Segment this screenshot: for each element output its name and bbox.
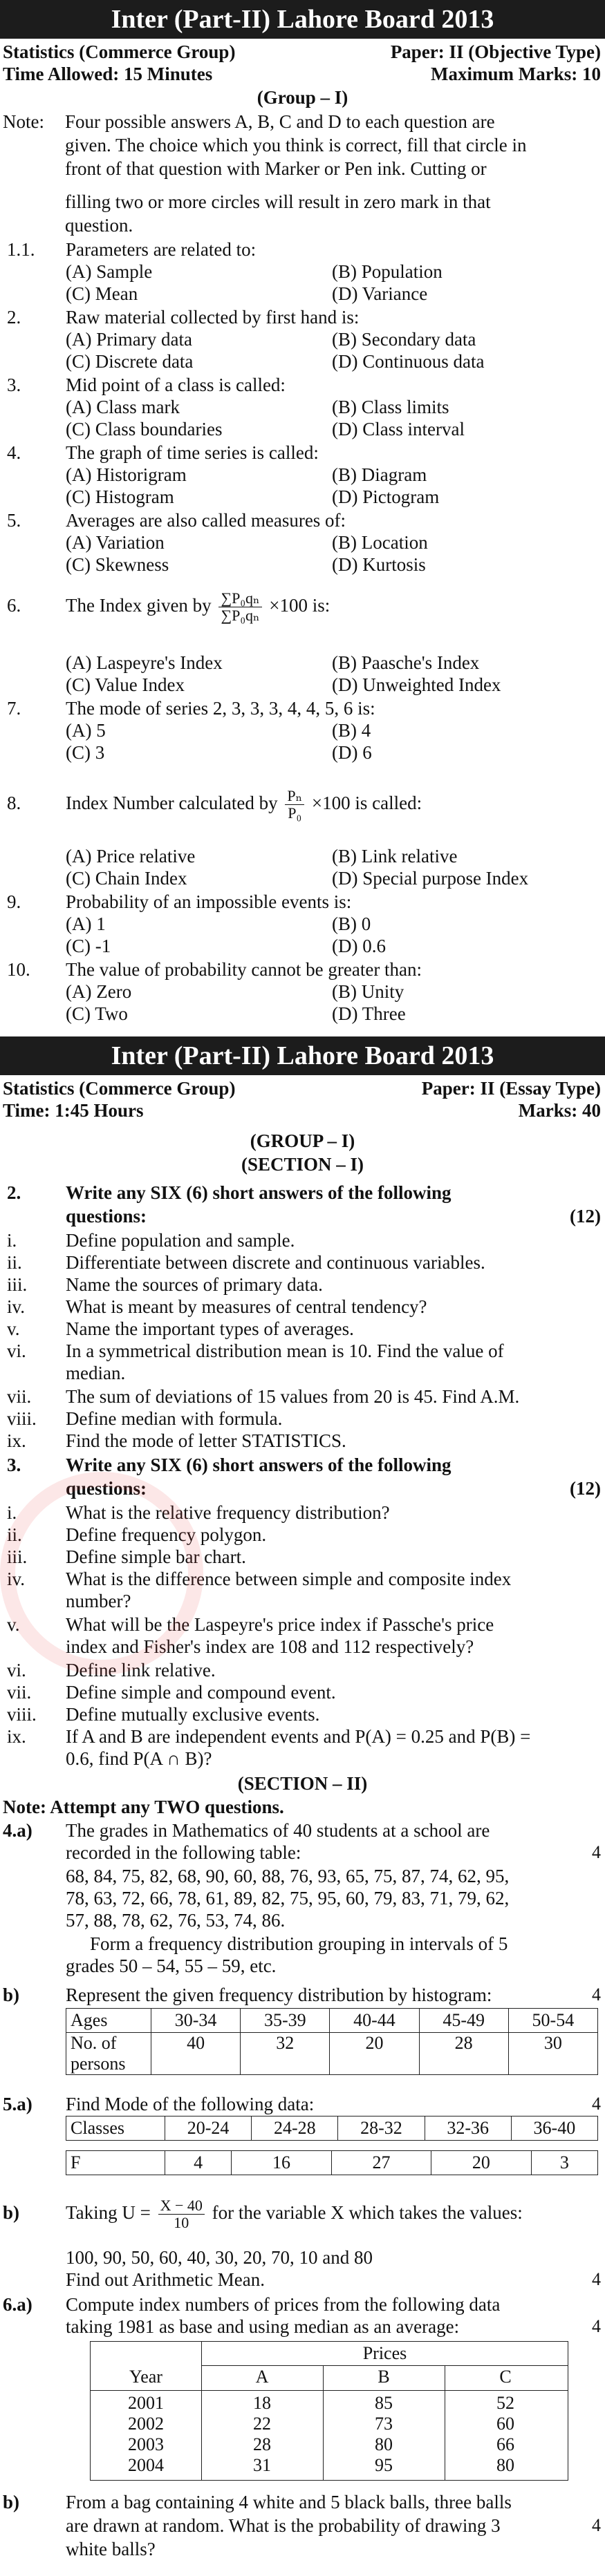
cell-line: persons xyxy=(71,2054,126,2074)
option-a: (A) Zero xyxy=(66,981,132,1002)
table-cell: 2004 xyxy=(128,2455,164,2475)
question-text-pre: Taking U = xyxy=(66,2202,151,2223)
table-cell: 40 xyxy=(151,2033,241,2075)
item-number: vii. xyxy=(7,1682,32,1703)
question-text: Compute index numbers of prices from the following data xyxy=(66,2294,501,2315)
question-number: 5.a) xyxy=(3,2094,32,2114)
table-row xyxy=(91,2434,568,2455)
item-number: v. xyxy=(7,1614,20,1635)
item-text: Define link relative. xyxy=(66,1660,216,1680)
question-number: 3. xyxy=(7,375,21,395)
table-cell: 32-36 xyxy=(425,2116,511,2141)
table-cell: 30-34 xyxy=(151,2009,241,2033)
table-cell: 27 xyxy=(331,2151,431,2175)
table-cell: 18 xyxy=(253,2393,271,2413)
option-b: (B) Secondary data xyxy=(332,329,476,350)
question-text xyxy=(66,781,422,825)
prices-header: Prices xyxy=(201,2342,568,2366)
group-label: (Group – I) xyxy=(257,87,348,108)
table-cell: 24-28 xyxy=(252,2116,338,2141)
mcq-question xyxy=(0,781,605,825)
option-d: (D) Special purpose Index xyxy=(332,868,529,889)
option-c: (C) Mean xyxy=(66,283,138,304)
item-text: What is the relative frequency distribution? xyxy=(66,1502,390,1523)
paper-type: Paper: II (Essay Type) xyxy=(421,1078,601,1099)
question-number: 5. xyxy=(7,510,21,531)
item-number: vii. xyxy=(7,1386,32,1407)
item-text: Define median with formula. xyxy=(66,1408,283,1429)
question-text: Mid point of a class is called: xyxy=(66,375,286,395)
classes-table xyxy=(66,2116,598,2141)
option-c: (C) Skewness xyxy=(66,554,169,575)
item-text: If A and B are independent events and P(A) = 0.25 and P(B) = xyxy=(66,1726,531,1747)
table-cell: 20-24 xyxy=(165,2116,252,2141)
fraction xyxy=(158,2197,205,2231)
item-number: v. xyxy=(7,1318,20,1339)
option-d: (D) 6 xyxy=(332,742,372,763)
table-row xyxy=(66,2116,598,2141)
option-a: (A) Class mark xyxy=(66,397,180,417)
option-d: (D) 0.6 xyxy=(332,936,386,956)
item-number: iv. xyxy=(7,1296,25,1317)
table-cell: 2002 xyxy=(128,2414,164,2434)
option-c: (C) Chain Index xyxy=(66,868,187,889)
option-a: (A) 5 xyxy=(66,720,106,741)
table-row xyxy=(66,2009,598,2033)
table-cell: 36-40 xyxy=(511,2116,597,2141)
item-number: iv. xyxy=(7,1569,25,1589)
item-text: number? xyxy=(66,1591,131,1611)
table-cell xyxy=(66,2033,151,2075)
question-text: Probability of an impossible events is: xyxy=(66,891,352,912)
option-c: (C) Discrete data xyxy=(66,351,194,372)
table-cell: 20 xyxy=(330,2033,419,2075)
item-number: viii. xyxy=(7,1704,37,1725)
question-text-post: ×100 is called: xyxy=(311,793,422,813)
question-text: white balls? xyxy=(66,2539,156,2559)
table-cell: 40-44 xyxy=(330,2009,419,2033)
watermark-logo xyxy=(0,1472,203,1675)
question-number: 8. xyxy=(7,793,21,813)
question-text-post: for the variable X which takes the values: xyxy=(212,2202,523,2223)
table-row xyxy=(91,2414,568,2434)
frequency-table xyxy=(66,2150,598,2175)
item-number: iii. xyxy=(7,1546,28,1567)
table-cell: 20 xyxy=(431,2151,531,2175)
item-text: index and Fisher's index are 108 and 112 respectively? xyxy=(66,1636,474,1657)
question-number: 10. xyxy=(7,959,30,980)
question-number: b) xyxy=(3,2492,20,2512)
question-text: Parameters are related to: xyxy=(66,239,257,260)
note-line: question. xyxy=(65,215,133,236)
column-header: C xyxy=(499,2367,512,2387)
item-number: vi. xyxy=(7,1660,26,1680)
question-heading: Write any SIX (6) short answers of the following xyxy=(66,1182,452,1203)
question-text-pre: The Index given by xyxy=(66,595,212,616)
fraction-numerator: ∑P₀qₙ xyxy=(218,590,261,607)
question-number: 1.1. xyxy=(7,239,35,260)
item-text: Find the mode of letter STATISTICS. xyxy=(66,1430,346,1451)
time-allowed: Time Allowed: 15 Minutes xyxy=(3,64,213,84)
subject: Statistics (Commerce Group) xyxy=(3,1078,236,1099)
table-cell: Ages xyxy=(66,2009,151,2033)
option-b: (B) Diagram xyxy=(332,464,427,485)
item-text: What is meant by measures of central tendency? xyxy=(66,1296,427,1317)
item-text: Differentiate between discrete and continuous variables. xyxy=(66,1252,485,1273)
item-text: Define mutually exclusive events. xyxy=(66,1704,320,1725)
question-marks: 4 xyxy=(592,1842,601,1862)
table-cell: 2001 xyxy=(128,2393,164,2413)
question-text: Raw material collected by first hand is: xyxy=(66,307,360,328)
question-text: grades 50 – 54, 55 – 59, etc. xyxy=(66,1955,277,1976)
table-row xyxy=(66,2033,598,2075)
note-label: Note: xyxy=(3,111,44,132)
question-heading: questions: xyxy=(66,1206,147,1227)
question-text: The graph of time series is called: xyxy=(66,442,319,463)
table-cell: 95 xyxy=(375,2455,393,2475)
fraction-denominator: P₀ xyxy=(288,804,302,822)
question-number: 4.a) xyxy=(3,1820,32,1841)
question-number: 7. xyxy=(7,698,21,719)
question-number: b) xyxy=(3,2202,20,2223)
item-number: i. xyxy=(7,1230,17,1251)
table-cell: 4 xyxy=(165,2151,232,2175)
option-d: (D) Pictogram xyxy=(332,486,440,507)
question-number: 6.a) xyxy=(3,2294,32,2315)
question-text: 68, 84, 75, 82, 68, 90, 60, 88, 76, 93, 65, 75, 87, 74, 62, 95, xyxy=(66,1866,510,1886)
option-d: (D) Variance xyxy=(332,283,428,304)
table-cell: 28 xyxy=(253,2434,271,2454)
table-cell: 50-54 xyxy=(508,2009,597,2033)
question-text: The mode of series 2, 3, 3, 3, 4, 4, 5, 6 is: xyxy=(66,698,375,719)
year-header: Year xyxy=(129,2367,162,2387)
item-text: Define frequency polygon. xyxy=(66,1524,267,1545)
question-text: The grades in Mathematics of 40 students at a school are xyxy=(66,1820,490,1841)
question-marks: 4 xyxy=(592,2269,601,2289)
question-text: The value of probability cannot be greater than: xyxy=(66,959,422,980)
row-divider xyxy=(91,2390,568,2391)
option-b: (B) Unity xyxy=(332,981,404,1002)
question-text: Averages are also called measures of: xyxy=(66,510,346,531)
item-number: ii. xyxy=(7,1524,22,1545)
option-a: (A) Variation xyxy=(66,532,165,553)
item-number: i. xyxy=(7,1502,17,1523)
item-text: Name the sources of primary data. xyxy=(66,1274,323,1295)
question-text xyxy=(66,2190,523,2235)
table-cell: Classes xyxy=(66,2116,165,2141)
question-text: Find Mode of the following data: xyxy=(66,2094,315,2114)
question-text: 100, 90, 50, 60, 40, 30, 20, 70, 10 and 80 xyxy=(66,2247,373,2268)
q5b-line xyxy=(0,2190,605,2235)
option-c: (C) 3 xyxy=(66,742,105,763)
table-cell: 80 xyxy=(375,2434,393,2454)
question-marks: (12) xyxy=(570,1478,601,1499)
table-cell: 22 xyxy=(253,2414,271,2434)
item-text: Define population and sample. xyxy=(66,1230,295,1251)
item-text: What is the difference between simple and composite index xyxy=(66,1569,512,1589)
question-text: taking 1981 as base and using median as an average: xyxy=(66,2316,460,2337)
table-cell: 80 xyxy=(496,2455,514,2475)
table-cell: 45-49 xyxy=(419,2009,508,2033)
table-cell: 16 xyxy=(232,2151,331,2175)
option-a: (A) Primary data xyxy=(66,329,192,350)
table-cell: 3 xyxy=(531,2151,597,2175)
prices-table xyxy=(90,2341,568,2481)
question-number: b) xyxy=(3,1985,20,2005)
note-line: filling two or more circles will result in zero mark in that xyxy=(65,191,491,212)
question-number: 2. xyxy=(7,1182,21,1203)
option-d: (D) Continuous data xyxy=(332,351,485,372)
option-b: (B) Link relative xyxy=(332,846,458,866)
item-text: What will be the Laspeyre's price index if Passche's price xyxy=(66,1614,494,1635)
table-cell: 28 xyxy=(419,2033,508,2075)
question-number: 9. xyxy=(7,891,21,912)
item-text: Name the important types of averages. xyxy=(66,1318,354,1339)
question-heading: questions: xyxy=(66,1478,147,1499)
question-number: 2. xyxy=(7,307,21,328)
fraction xyxy=(285,788,304,822)
ages-table xyxy=(66,2008,598,2075)
option-c: (C) Class boundaries xyxy=(66,419,223,439)
question-text-pre: Index Number calculated by xyxy=(66,793,278,813)
item-text: In a symmetrical distribution mean is 10. Find the value of xyxy=(66,1341,504,1361)
max-marks: Marks: 40 xyxy=(518,1100,601,1121)
option-b: (B) Class limits xyxy=(332,397,449,417)
option-c: (C) Two xyxy=(66,1003,128,1024)
question-number: 4. xyxy=(7,442,21,463)
table-cell: 60 xyxy=(496,2414,514,2434)
option-b: (B) Population xyxy=(332,261,443,282)
option-a: (A) Historigram xyxy=(66,464,187,485)
option-a: (A) Price relative xyxy=(66,846,196,866)
item-text: Define simple bar chart. xyxy=(66,1546,246,1567)
option-b: (B) Paasche's Index xyxy=(332,652,480,673)
question-text: Represent the given frequency distribution by histogram: xyxy=(66,1985,492,2005)
item-text: The sum of deviations of 15 values from 20 is 45. Find A.M. xyxy=(66,1386,520,1407)
table-cell: 35-39 xyxy=(241,2009,330,2033)
question-text: recorded in the following table: xyxy=(66,1842,301,1863)
question-marks: 4 xyxy=(592,2316,601,2336)
table-cell: F xyxy=(66,2151,165,2175)
option-a: (A) Sample xyxy=(66,261,153,282)
section-label: (SECTION – II) xyxy=(237,1773,368,1794)
column-header: B xyxy=(378,2367,390,2387)
question-text-post: ×100 is: xyxy=(269,595,331,616)
note-line: given. The choice which you think is correct, fill that circle in xyxy=(65,135,527,155)
question-text: From a bag containing 4 white and 5 black balls, three balls xyxy=(66,2492,512,2512)
paper-type: Paper: II (Objective Type) xyxy=(390,41,601,62)
time-allowed: Time: 1:45 Hours xyxy=(3,1100,144,1121)
note-line: front of that question with Marker or Pen ink. Cutting or xyxy=(65,158,487,179)
table-cell: 85 xyxy=(375,2393,393,2413)
option-b: (B) 4 xyxy=(332,720,371,741)
table-cell: 32 xyxy=(241,2033,330,2075)
option-a: (A) 1 xyxy=(66,913,106,934)
item-number: ix. xyxy=(7,1430,26,1451)
question-marks: (12) xyxy=(570,1206,601,1227)
essay-banner: Inter (Part-II) Lahore Board 2013 xyxy=(0,1036,605,1075)
subject: Statistics (Commerce Group) xyxy=(3,41,236,62)
question-marks: 4 xyxy=(592,1985,601,2005)
table-cell: 73 xyxy=(375,2414,393,2434)
option-d: (D) Three xyxy=(332,1003,406,1024)
note-line: Four possible answers A, B, C and D to each question are xyxy=(65,111,495,132)
item-number: ii. xyxy=(7,1252,22,1273)
fraction-denominator: 10 xyxy=(174,2214,189,2232)
option-b: (B) 0 xyxy=(332,913,371,934)
item-text: Define simple and compound event. xyxy=(66,1682,336,1703)
question-number: 3. xyxy=(7,1455,21,1475)
question-text: are drawn at random. What is the probability of drawing 3 xyxy=(66,2515,501,2536)
option-b: (B) Location xyxy=(332,532,428,553)
question-heading: Write any SIX (6) short answers of the following xyxy=(66,1455,452,1475)
item-number: ix. xyxy=(7,1726,26,1747)
table-row xyxy=(66,2151,598,2175)
option-c: (C) -1 xyxy=(66,936,111,956)
table-row xyxy=(91,2393,568,2414)
mcq-question xyxy=(0,583,605,627)
section-label: (SECTION – I) xyxy=(241,1154,364,1175)
option-c: (C) Value Index xyxy=(66,674,185,695)
question-text: Find out Arithmetic Mean. xyxy=(66,2269,265,2290)
table-cell: 66 xyxy=(496,2434,514,2454)
fraction xyxy=(218,590,261,624)
table-cell: 2003 xyxy=(128,2434,164,2454)
question-text: Form a frequency distribution grouping in intervals of 5 xyxy=(90,1933,508,1954)
option-d: (D) Kurtosis xyxy=(332,554,426,575)
item-number: viii. xyxy=(7,1408,37,1429)
question-number: 6. xyxy=(7,595,21,616)
question-marks: 4 xyxy=(592,2515,601,2535)
option-d: (D) Class interval xyxy=(332,419,465,439)
item-number: iii. xyxy=(7,1274,28,1295)
table-cell: 30 xyxy=(508,2033,597,2075)
note-text: Note: Attempt any TWO questions. xyxy=(3,1797,284,1817)
column-header: A xyxy=(255,2367,269,2387)
item-number: vi. xyxy=(7,1341,26,1361)
fraction-numerator: Pₙ xyxy=(285,788,304,805)
fraction-numerator: X − 40 xyxy=(158,2197,205,2215)
table-cell: 31 xyxy=(253,2455,271,2475)
cell-line: No. of xyxy=(71,2033,117,2053)
max-marks: Maximum Marks: 10 xyxy=(431,64,601,84)
group-label: (GROUP – I) xyxy=(250,1130,355,1151)
option-c: (C) Histogram xyxy=(66,486,174,507)
objective-banner: Inter (Part-II) Lahore Board 2013 xyxy=(0,0,605,39)
fraction-denominator: ∑P₀qₙ xyxy=(221,607,260,625)
item-text: median. xyxy=(66,1363,126,1383)
question-text: 78, 63, 72, 66, 78, 61, 89, 82, 75, 95, 60, 79, 83, 71, 79, 62, xyxy=(66,1888,510,1909)
table-cell: 52 xyxy=(496,2393,514,2413)
question-text: 57, 88, 78, 62, 76, 53, 74, 86. xyxy=(66,1910,286,1931)
question-marks: 4 xyxy=(592,2094,601,2114)
table-row xyxy=(91,2455,568,2476)
question-text xyxy=(66,583,330,627)
option-a: (A) Laspeyre's Index xyxy=(66,652,223,673)
table-cell: 28-32 xyxy=(338,2116,425,2141)
item-text: 0.6, find P(A ∩ B)? xyxy=(66,1748,212,1769)
option-d: (D) Unweighted Index xyxy=(332,674,501,695)
